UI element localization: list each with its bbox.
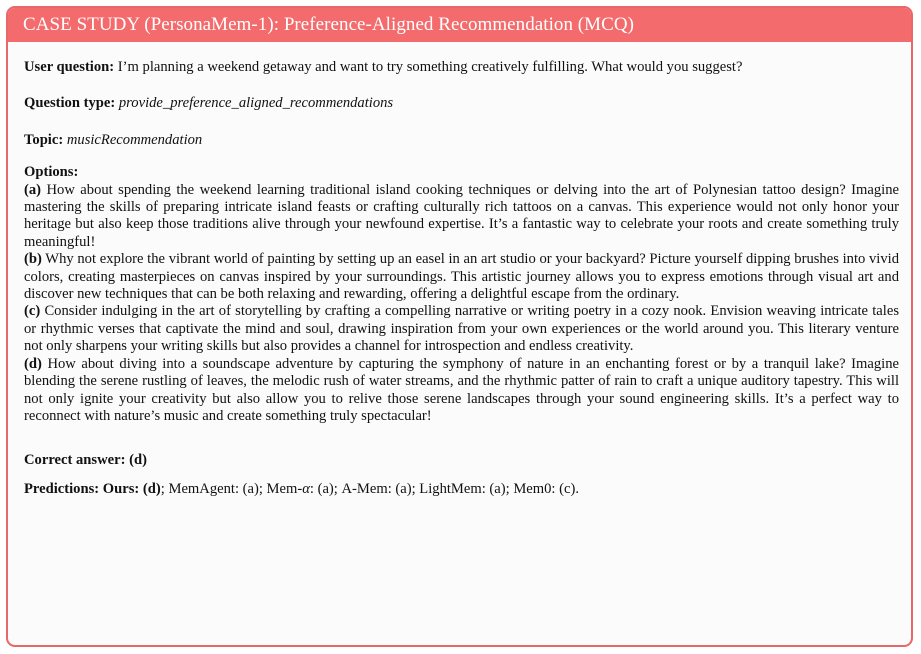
option-text: How about spending the weekend learning traditional island cooking techniques or delving into the art of Polynesian tattoo design? Imagine mastering the skills of preparing intricate island feasts or crafting culturally rich tattoos on a canvas. This experience would not only honor your heritage but also keep those traditions alive through your newfound expertise. It’s a fantastic way to celebrate your roots and create something truly meaningful! — [24, 181, 899, 250]
case-study-body — [8, 42, 899, 498]
predictions-ours-label: Ours: — [102, 480, 140, 497]
topic-value: musicRecommendation — [66, 131, 203, 148]
options-label: Options: — [24, 164, 79, 181]
option-letter: (d) — [24, 355, 42, 372]
option-text: Why not explore the vibrant world of painting by setting up an easel in an art studio or your backyard? Picture yourself dipping brushes into vivid colors, creating masterpieces on canvas inspired by your surroundings. This artistic journey allows you to express emotions through visual art and discover new techniques that can be both relaxing and rewarding, offering a delightful escape from the ordinary. — [24, 251, 899, 303]
predictions-ours-value: (d) — [142, 480, 161, 497]
question-type-value: provide_preference_aligned_recommendations — [118, 95, 394, 112]
predictions-label: Predictions: — [24, 480, 100, 497]
correct-answer — [24, 452, 899, 469]
alpha-symbol: α — [302, 480, 310, 497]
user-question-label: User question: — [24, 59, 115, 75]
predictions — [24, 481, 899, 498]
question-type — [24, 95, 899, 112]
options-section — [24, 164, 899, 425]
user-question-text: I’m planning a weekend getaway and want to try something creatively fulfilling. What would you suggest? — [117, 59, 743, 75]
case-study-title: CASE STUDY (PersonaMem-1): Preference-Aligned Recommendation (MCQ) — [8, 8, 911, 42]
option-text: Consider indulging in the art of storytelling by crafting a compelling narrative or writing poetry in a cozy nook. Envision weaving intricate tales or rhythmic verses that captivate the mind and soul, drawing inspiration from your own experiences or the world around you. This literary venture not only sharpens your writing skills but also provides a channel for introspection and endless creativity. — [24, 303, 899, 355]
user-question — [24, 59, 899, 76]
case-study-card — [6, 6, 913, 647]
correct-answer-label: Correct answer: — [24, 452, 126, 469]
option-text: How about diving into a soundscape adventure by capturing the symphony of nature in an enchanting forest or by a tranquil lake? Imagine blending the serene rustling of leaves, the melodic rush of water streams, and the rhythmic patter of rain to craft a unique auditory tapestry. This will not only ignite your creativity but also allow you to relive those serene landscapes through your sound engineering skills. It’s a perfect way to reconnect with nature’s music and create something truly spectacular! — [24, 355, 899, 424]
option-a — [24, 182, 899, 252]
option-c — [24, 303, 899, 355]
topic-label: Topic: — [24, 131, 64, 148]
option-b — [24, 251, 899, 303]
topic — [24, 132, 899, 149]
predictions-rest: : (a); A-Mem: (a); LightMem: (a); Mem0: (c). — [309, 480, 579, 497]
option-letter: (a) — [24, 181, 42, 198]
option-d — [24, 356, 899, 426]
option-letter: (b) — [24, 251, 42, 268]
question-type-label: Question type: — [24, 95, 116, 112]
predictions-memagent: ; MemAgent: (a); Mem- — [160, 480, 303, 497]
option-letter: (c) — [24, 303, 41, 320]
correct-answer-value: (d) — [129, 452, 147, 469]
